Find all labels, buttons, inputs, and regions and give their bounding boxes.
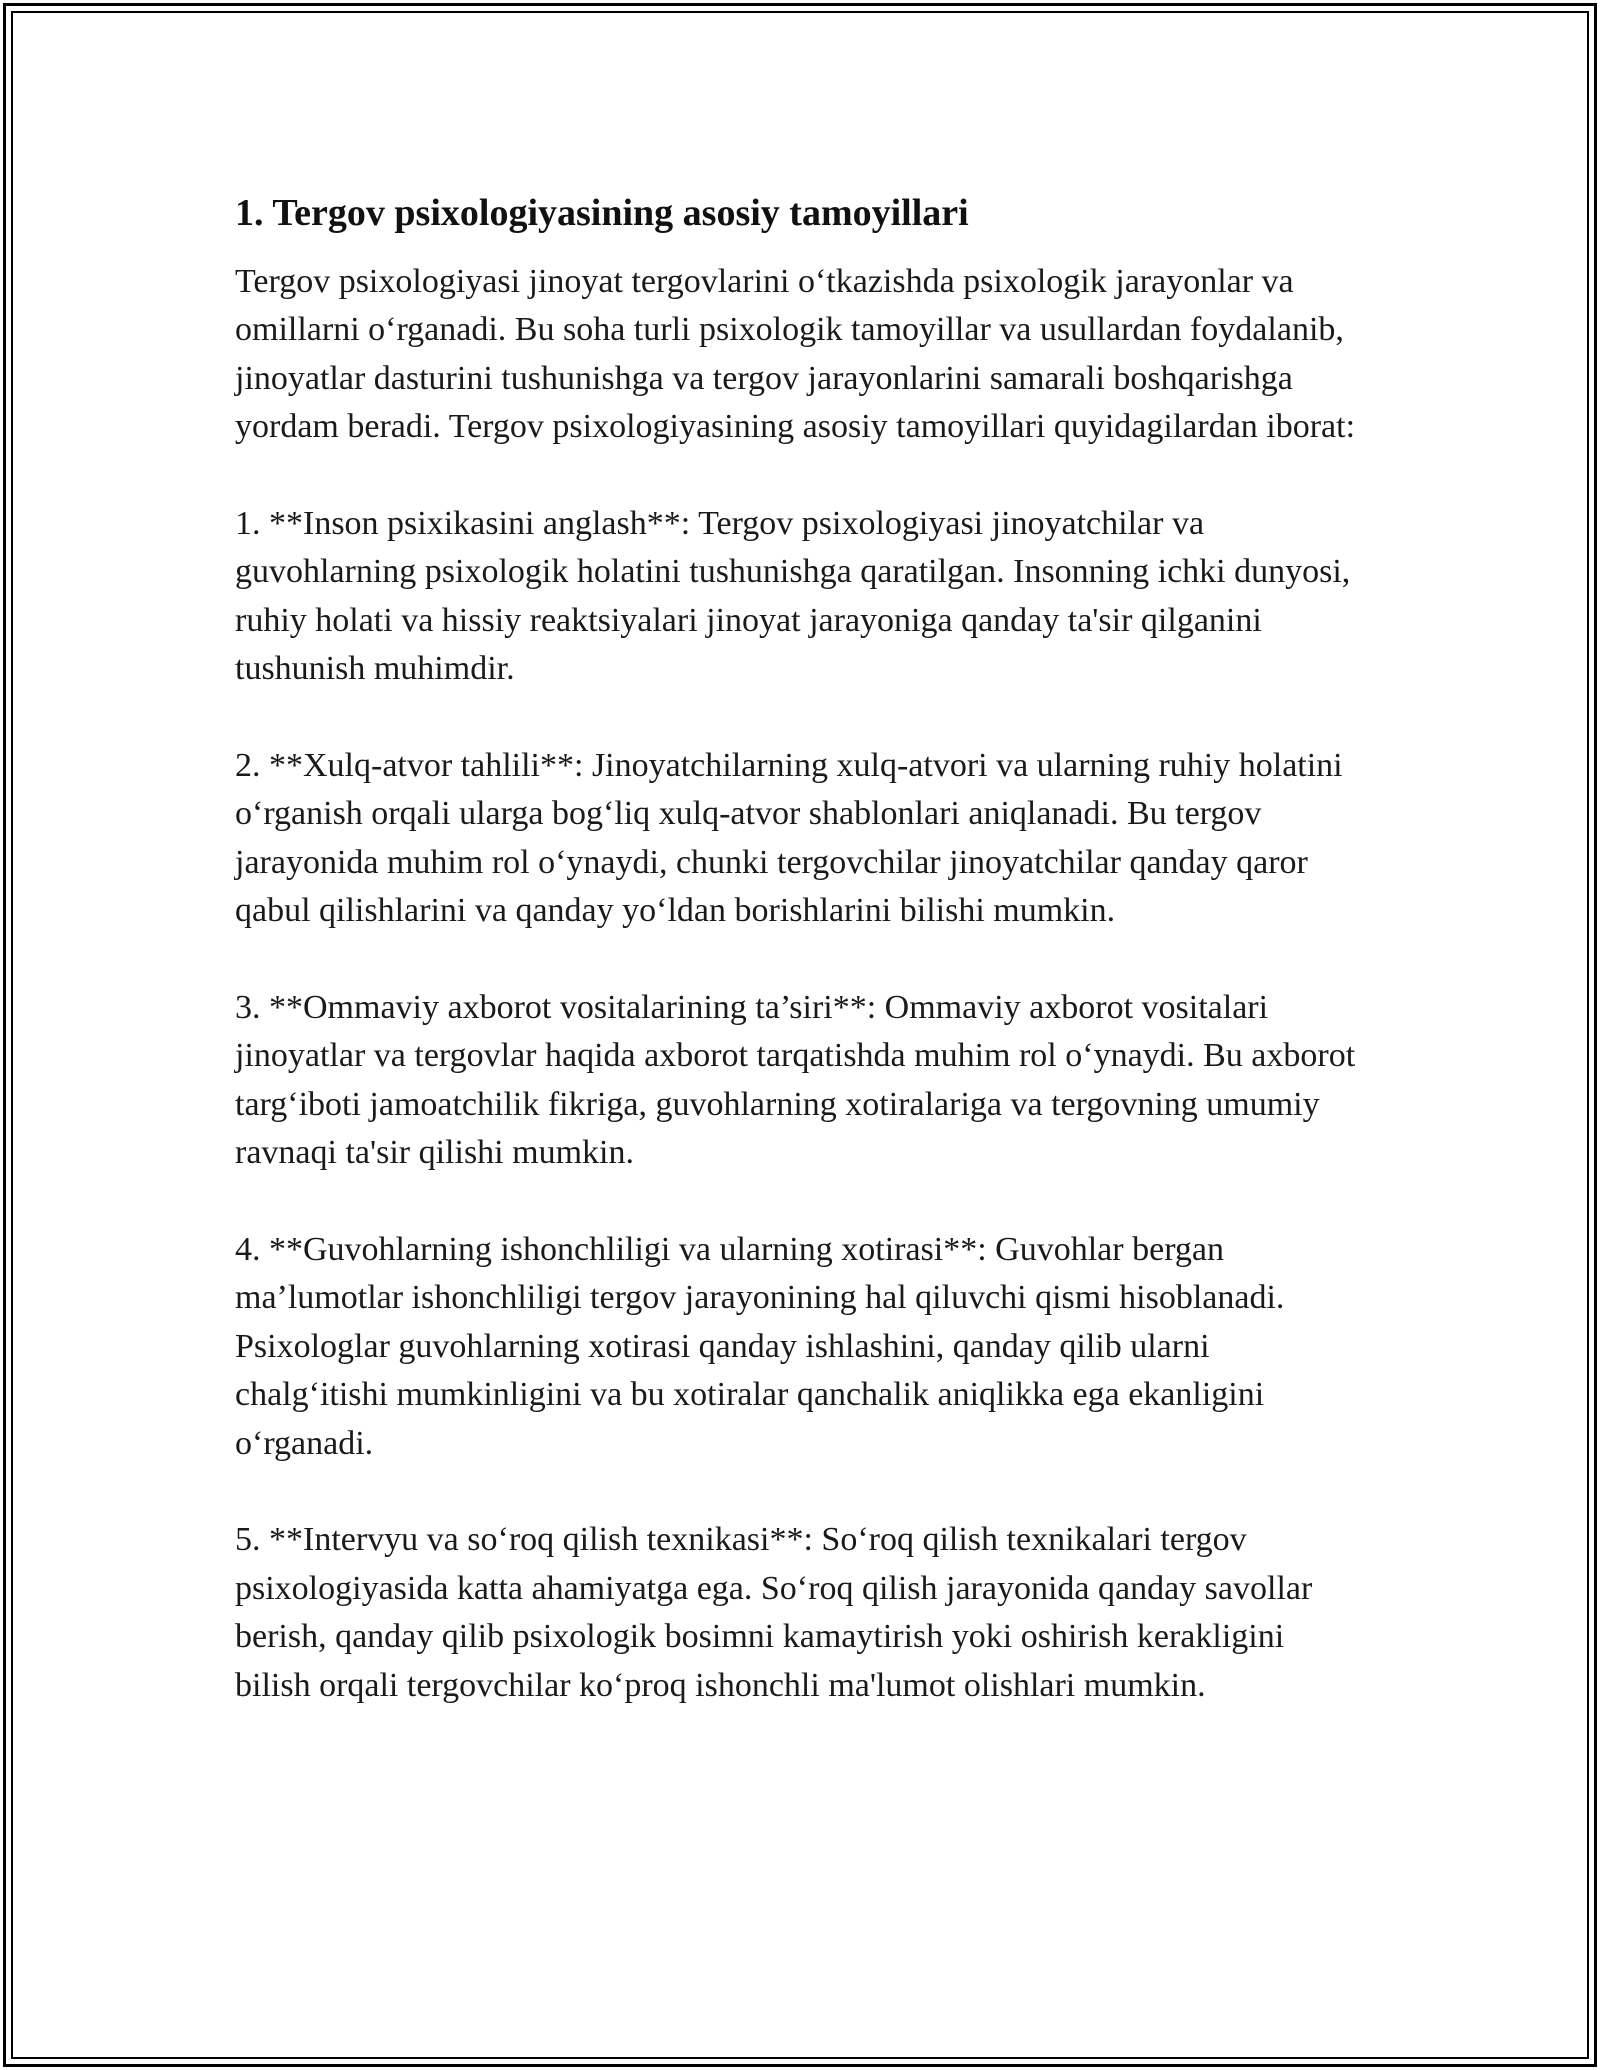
list-item: 4. **Guvohlarning ishonchliligi va ularning xotirasi**: Guvohlar bergan ma’lumotlar ishonchliligi tergov jarayonining hal qiluvchi qismi hisoblanadi. Psixologlar guvohlarning xotirasi qanday ishlashini, qanday qilib ularni chalg‘itishi mumkinligini va bu xotiralar qanchalik aniqlikka ega ekanligini o‘rganadi.: [235, 1231, 1285, 1462]
list-item: 1. **Inson psixikasini anglash**: Tergov psixologiyasi jinoyatchilar va guvohlarning psixologik holatini tushunishga qaratilgan. Insonning ichki dunyosi, ruhiy holati va hissiy reaktsiyalari jinoyat jarayoniga qanday ta'sir qilganini tushunish muhimdir.: [235, 505, 1351, 688]
list-item: 3. **Ommaviy axborot vositalarining ta’siri**: Ommaviy axborot vositalari jinoyatlar va tergovlar haqida axborot tarqatishda muhim rol o‘ynaydi. Bu axborot targ‘iboti jamoatchilik fikriga, guvohlarning xotiralariga va tergovning umumiy ravnaqi ta'sir qilishi mumkin.: [235, 989, 1356, 1172]
section-title: 1. Tergov psixologiyasining asosiy tamoyillari: [235, 192, 969, 234]
document-body: [235, 188, 1365, 1710]
list-item: 2. **Xulq-atvor tahlili**: Jinoyatchilarning xulq-atvori va ularning ruhiy holatini o‘rganish orqali ularga bog‘liq xulq-atvor shablonlari aniqlanadi. Bu tergov jarayonida muhim rol o‘ynaydi, chunki tergovchilar jinoyatchilar qanday qaror qabul qilishlarini va qanday yo‘ldan borishlarini bilishi mumkin.: [235, 747, 1343, 930]
list-item: 5. **Intervyu va so‘roq qilish texnikasi**: So‘roq qilish texnikalari tergov psixologiyasida katta ahamiyatga ega. So‘roq qilish jarayonida qanday savollar berish, qanday qilib psixologik bosimni kamaytirish yoki oshirish kerakligini bilish orqali tergovchilar ko‘proq ishonchli ma'lumot olishlari mumkin.: [235, 1521, 1313, 1704]
intro-paragraph: Tergov psixologiyasi jinoyat tergovlarini o‘tkazishda psixologik jarayonlar va omillarni o‘rganadi. Bu soha turli psixologik tamoyillar va usullardan foydalanib, jinoyatlar dasturini tushunishga va tergov jarayonlarini samarali boshqarishga yordam beradi. Tergov psixologiyasining asosiy tamoyillari quyidagilardan iborat:: [235, 263, 1356, 446]
